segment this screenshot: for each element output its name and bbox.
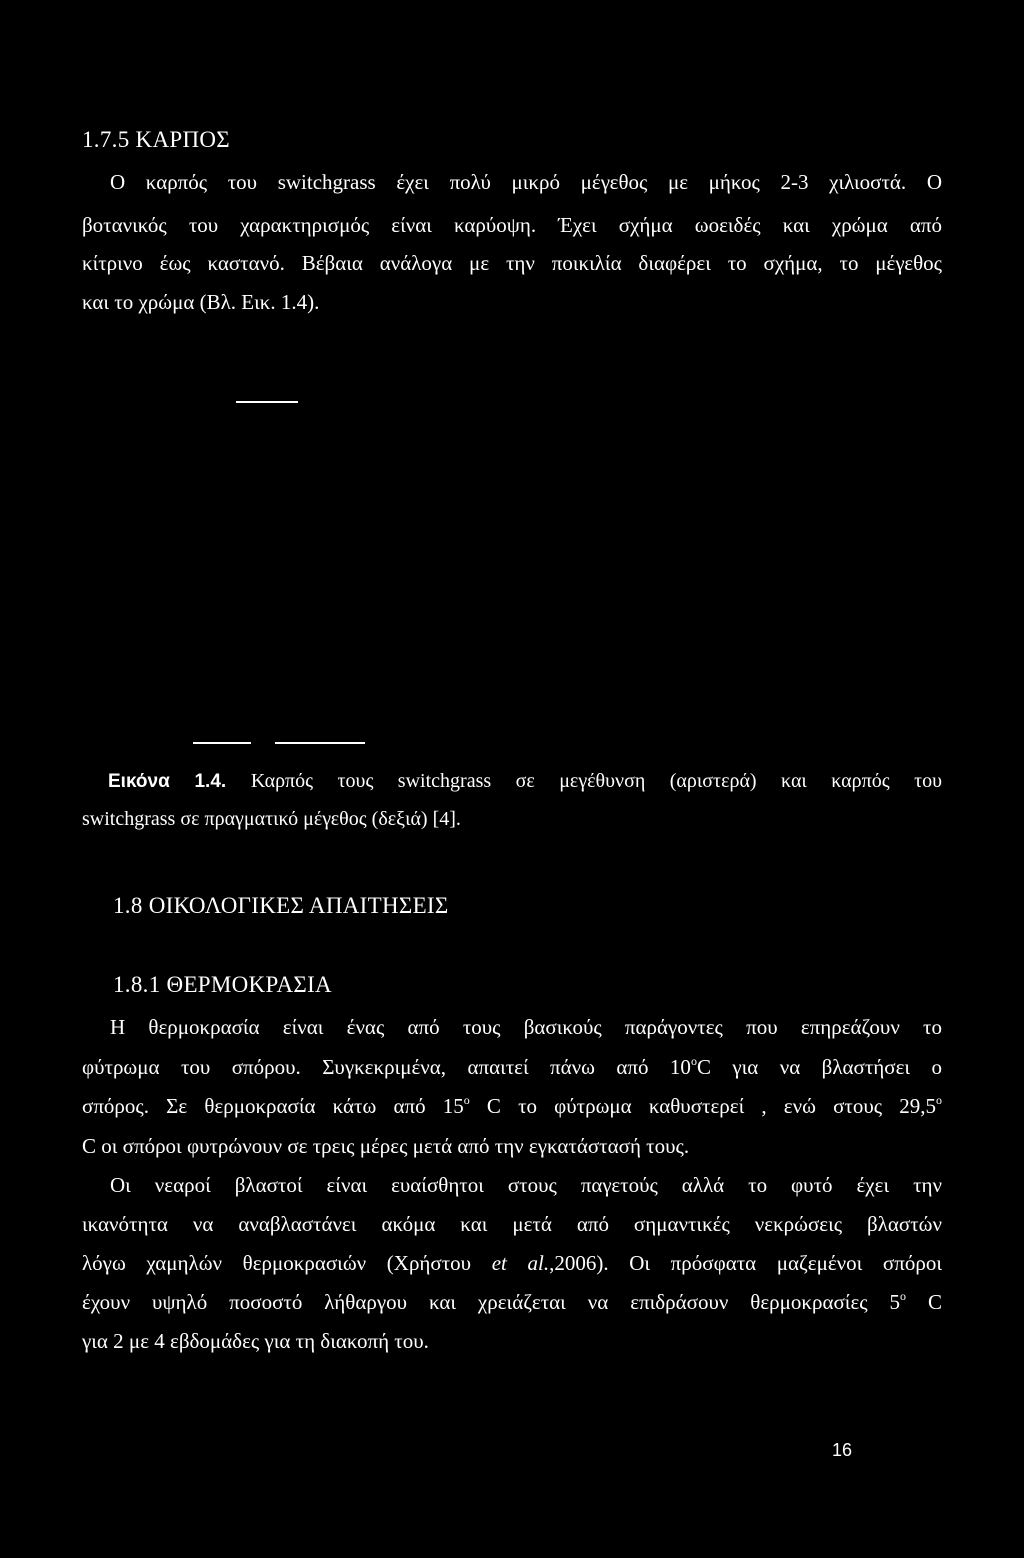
paragraph-line: Ο καρπός του switchgrass έχει πολύ μικρό μέγεθος με μήκος 2-3 χιλιοστά. Ο [110,170,942,194]
figure-label: Εικόνα 1.4. [108,771,227,792]
paragraph-line: για 2 με 4 εβδομάδες για τη διακοπή του. [82,1329,429,1353]
paragraph-line: κίτρινο έως καστανό. Βέβαια ανάλογα με την ποικιλία διαφέρει το σχήμα, το μέγεθος [82,251,942,275]
figure-caption-text: Καρπός τους switchgrass σε μεγέθυνση (αριστερά) και καρπός του [250,770,943,792]
figure-mark [236,401,298,403]
paragraph-line: Η θερμοκρασία είναι ένας από τους βασικούς παράγοντες που επηρεάζουν το [110,1015,942,1039]
section-heading-fruit: 1.7.5 ΚΑΡΠΟΣ [82,127,230,152]
section-heading-ecology: 1.8 ΟΙΚΟΛΟΓΙΚΕΣ ΑΠΑΙΤΗΣΕΙΣ [113,893,449,918]
figure-mark [193,742,251,744]
paragraph-line: λόγω χαμηλών θερμοκρασιών (Χρήστου et al.,2006). Οι πρόσφατα μαζεμένοι σπόροι [82,1251,942,1275]
page-number: 16 [832,1440,853,1460]
paragraph-line: βοτανικός του χαρακτηρισμός είναι καρύοψη. Έχει σχήμα ωοειδές και χρώμα από [82,213,942,237]
paragraph-line: σπόρος. Σε θερμοκρασία κάτω από $15^o$ C το φύτρωμα καθυστερεί , ενώ στους $29,5^o$ [82,1093,942,1118]
paragraph-line: ικανότητα να αναβλαστάνει ακόμα και μετά από σημαντικές νεκρώσεις βλαστών [82,1212,942,1236]
section-heading-temperature: 1.8.1 ΘΕΡΜΟΚΡΑΣΙΑ [113,972,332,997]
paragraph-line: C οι σπόροι φυτρώνουν σε τρεις μέρες μετά από την εγκατάστασή τους. [82,1134,690,1158]
figure-caption-line: switchgrass σε πραγματικό μέγεθος (δεξιά) [4]. [82,808,461,830]
figure-mark [275,742,365,744]
paragraph-line: έχουν υψηλό ποσοστό λήθαργου και χρειάζεται να επιδράσουν θερμοκρασίες $5^o$ C [82,1289,942,1314]
paragraph-line: φύτρωμα του σπόρου. Συγκεκριμένα, απαιτεί πάνω από $10^oC$ για να βλαστήσει ο [82,1054,942,1079]
paragraph-line: Οι νεαροί βλαστοί είναι ευαίσθητοι στους παγετούς αλλά το φυτό έχει την [110,1173,942,1197]
figure-caption-line [108,768,942,793]
paragraph-line: και το χρώμα (Βλ. Εικ. 1.4). [82,290,320,314]
